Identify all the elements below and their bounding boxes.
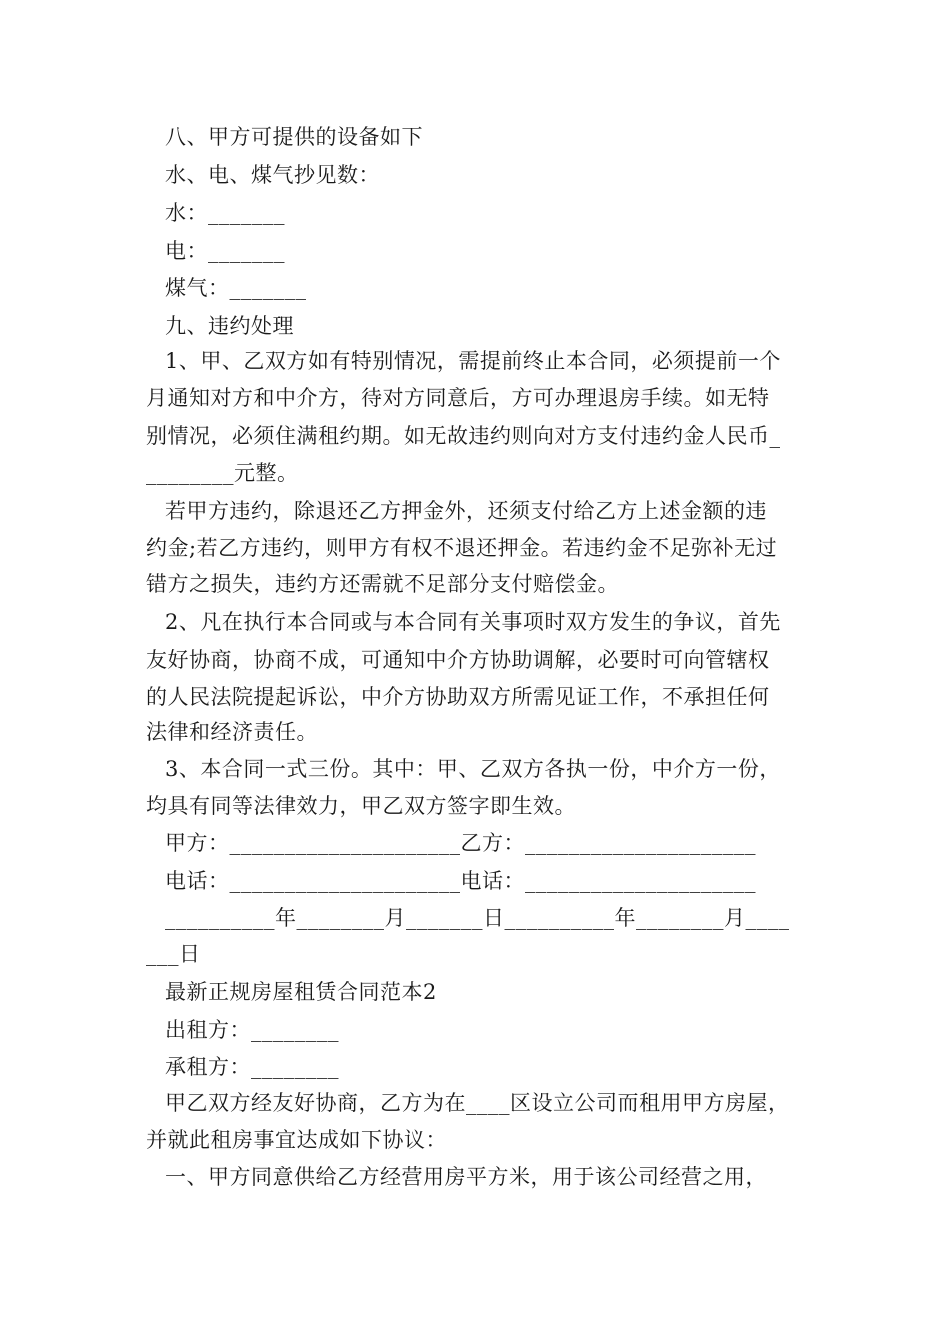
paragraph-line: 法律和经济责任。 xyxy=(146,720,318,744)
paragraph-line: 2、凡在执行本合同或与本合同有关事项时双方发生的争议，首先 xyxy=(165,610,781,634)
section-heading-equipment: 八、甲方可提供的设备如下 xyxy=(165,125,423,149)
paragraph-line: 约金;若乙方违约，则甲方有权不退还押金。若违约金不足弥补无过 xyxy=(146,536,778,560)
paragraph-line: 错方之损失，违约方还需就不足部分支付赔偿金。 xyxy=(146,572,619,596)
water-reading-line: 水：_______ xyxy=(165,201,285,225)
paragraph-line: 1、甲、乙双方如有特别情况，需提前终止本合同，必须提前一个 xyxy=(165,349,781,373)
paragraph-line: 若甲方违约，除退还乙方押金外，还须支付给乙方上述金额的违 xyxy=(165,499,767,523)
signature-date-line: ___日 xyxy=(146,942,201,966)
gas-reading-line: 煤气：_______ xyxy=(165,276,307,300)
paragraph-line: ________元整。 xyxy=(146,461,299,485)
signature-date-line: __________年________月_______日__________年________月____ xyxy=(165,906,790,930)
paragraph-line: 月通知对方和中介方，待对方同意后，方可办理退房手续。如无特 xyxy=(146,386,770,410)
signature-phone-line: 电话：_____________________电话：_____________________ xyxy=(165,869,756,893)
paragraph-line: 3、本合同一式三份。其中：甲、乙双方各执一份，中介方一份， xyxy=(165,757,781,781)
electricity-reading-line: 电：_______ xyxy=(165,239,285,263)
lessor-line: 出租方：________ xyxy=(165,1018,339,1042)
lessee-line: 承租方：________ xyxy=(165,1055,339,1079)
paragraph-line: 友好协商，协商不成，可通知中介方协助调解，必要时可向管辖权 xyxy=(146,648,770,672)
meter-readings-label: 水、电、煤气抄见数： xyxy=(165,163,380,187)
paragraph-line: 的人民法院提起诉讼，中介方协助双方所需见证工作，不承担任何 xyxy=(146,685,770,709)
paragraph-line: 别情况，必须住满租约期。如无故违约则向对方支付违约金人民币_ xyxy=(146,424,781,448)
signature-party-line: 甲方：_____________________乙方：_____________________ xyxy=(165,831,756,855)
paragraph-line: 均具有同等法律效力，甲乙双方签字即生效。 xyxy=(146,794,576,818)
contract-title-2: 最新正规房屋租赁合同范本2 xyxy=(165,980,437,1004)
section-heading-breach: 九、违约处理 xyxy=(165,314,294,338)
paragraph-line: 并就此租房事宜达成如下协议： xyxy=(146,1128,447,1152)
paragraph-line: 一、甲方同意供给乙方经营用房平方米，用于该公司经营之用， xyxy=(165,1165,767,1189)
paragraph-line: 甲乙双方经友好协商，乙方为在____区设立公司而租用甲方房屋， xyxy=(165,1091,790,1115)
